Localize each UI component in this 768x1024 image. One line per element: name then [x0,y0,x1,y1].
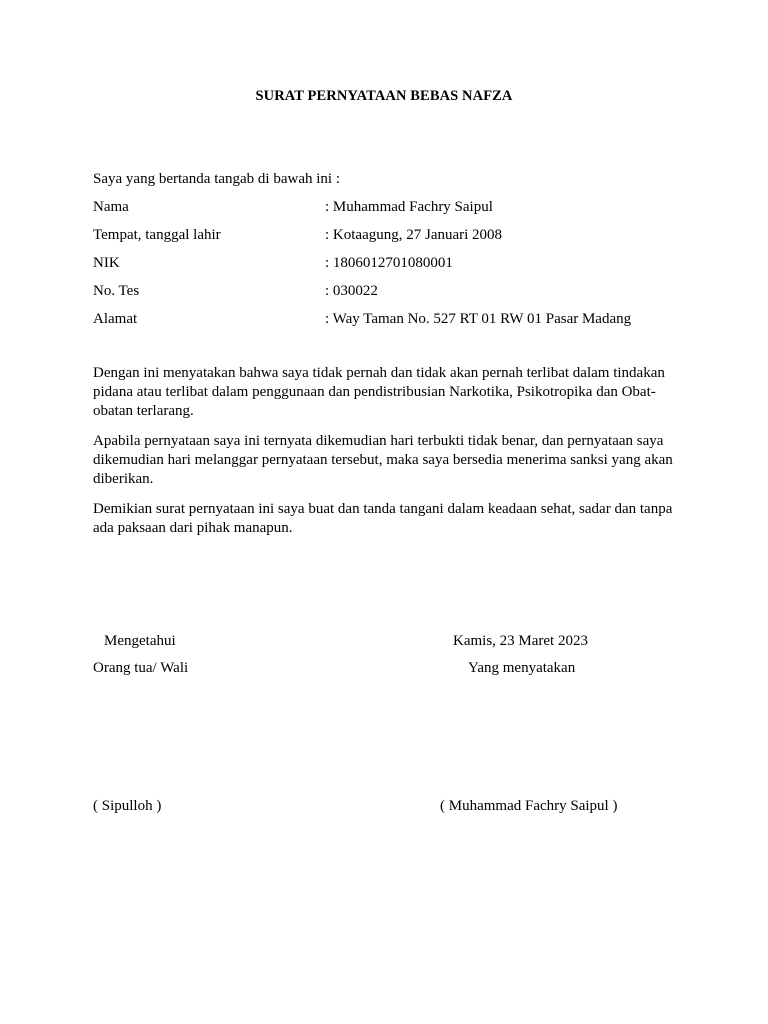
field-row-alamat [93,310,693,338]
field-row-nama [93,198,693,226]
field-value: : Muhammad Fachry Saipul [325,199,493,215]
closing-paragraph: Demikian surat pernyataan ini saya buat dan tanda tangani dalam keadaan sehat, sadar dan tanpa ada paksaan dari pihak manapun. [93,501,673,536]
field-row-ttl [93,226,693,254]
signing-date: Kamis, 23 Maret 2023 [453,633,588,649]
identity-fields [93,198,693,338]
statement-paragraph: Dengan ini menyatakan bahwa saya tidak pernah dan tidak akan pernah terlibat dalam tindakan pidana atau terlibat dalam penggunaan dan pendistribusian Narkotika, Psikotropika dan Obat-obatan terlarang. [93,365,665,419]
declarant-role: Yang menyatakan [468,660,576,676]
field-label: Alamat [93,311,138,327]
field-value: : 1806012701080001 [325,255,453,271]
field-row-no-tes [93,282,693,310]
field-value: : Way Taman No. 527 RT 01 RW 01 Pasar Madang [325,311,632,327]
consequence-paragraph: Apabila pernyataan saya ini ternyata dikemudian hari terbukti tidak benar, dan pernyataan saya dikemudian hari melanggar pernyataan tersebut, maka saya bersedia menerima sanksi yang akan diberikan. [93,433,673,487]
field-value: : Kotaagung, 27 Januari 2008 [325,227,503,243]
document-title: SURAT PERNYATAAN BEBAS NAFZA [255,88,513,104]
intro-text: Saya yang bertanda tangab di bawah ini : [93,171,341,187]
field-label: No. Tes [93,283,140,299]
field-row-nik [93,254,693,282]
acknowledger-name: ( Sipulloh ) [93,798,162,814]
acknowledger-heading: Mengetahui [104,633,176,649]
declarant-name: ( Muhammad Fachry Saipul ) [440,798,618,814]
field-label: NIK [93,255,120,271]
acknowledger-role: Orang tua/ Wali [93,660,189,676]
field-value: : 030022 [325,283,378,299]
field-label: Tempat, tanggal lahir [93,227,221,243]
field-label: Nama [93,199,129,215]
